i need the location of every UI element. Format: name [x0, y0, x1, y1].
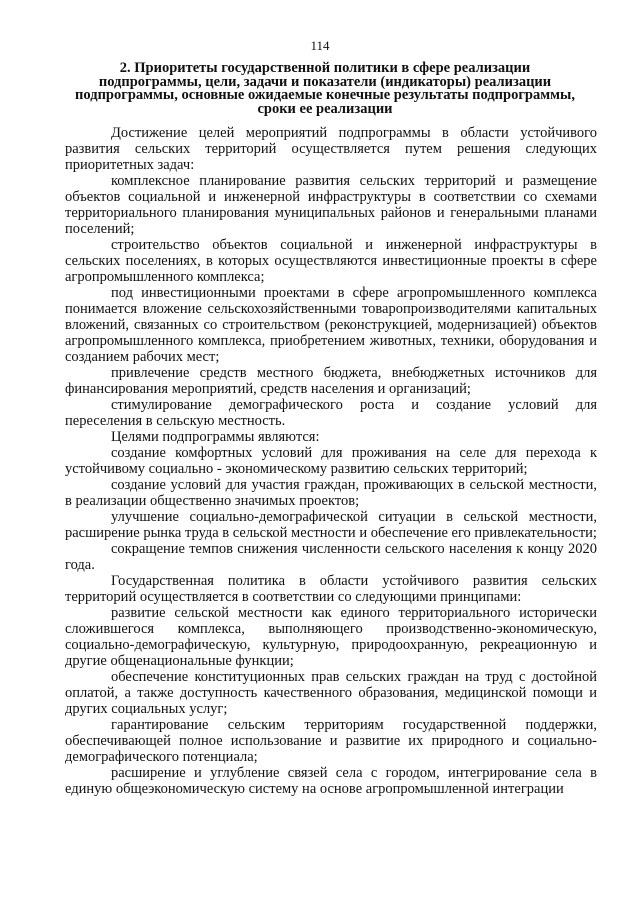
section-heading: 2. Приоритеты государственной политики в сфере реализации подпрограммы, цели, задачи и показатели (индикаторы) реализации подпрограммы, основные ожидаемые конечные результаты подпрограммы, сроки ее реализации: [75, 60, 575, 117]
body-text: [65, 125, 597, 797]
paragraph: комплексное планирование развития сельских территорий и размещение объектов социальной и инженерной инфраструктуры в соответствии со схемами территориального планирования муниципальных районов и генеральными планами поселений;: [65, 173, 597, 237]
paragraph: улучшение социально-демографической ситуации в сельской местности, расширение рынка труда в сельской местности и обеспечение его привлекательности;: [65, 509, 597, 541]
paragraph: расширение и углубление связей села с городом, интегрирование села в единую общеэкономическую систему на основе агропромышленной интеграции: [65, 765, 597, 797]
paragraph: обеспечение конституционных прав сельских граждан на труд с достойной оплатой, а также доступность качественного образования, медицинской помощи и других социальных услуг;: [65, 669, 597, 717]
paragraph: под инвестиционными проектами в сфере агропромышленного комплекса понимается вложение сельскохозяйственными товаропроизводителями капитальных вложений, связанных со строительством (реконструкцией, модернизацией) объектов агропромышленного комплекса, приобретением животных, техники, оборудования и созданием рабочих мест;: [65, 285, 597, 365]
paragraph: строительство объектов социальной и инженерной инфраструктуры в сельских поселениях, в которых осуществляются инвестиционные проекты в сфере агропромышленного комплекса;: [65, 237, 597, 285]
paragraph: Государственная политика в области устойчивого развития сельских территорий осуществляется в соответствии со следующими принципами:: [65, 573, 597, 605]
paragraph: стимулирование демографического роста и создание условий для переселения в сельскую местность.: [65, 397, 597, 429]
paragraph: привлечение средств местного бюджета, внебюджетных источников для финансирования мероприятий, средств населения и организаций;: [65, 365, 597, 397]
paragraph: сокращение темпов снижения численности сельского населения к концу 2020 года.: [65, 541, 597, 573]
paragraph: создание условий для участия граждан, проживающих в сельской местности, в реализации общественно значимых проектов;: [65, 477, 597, 509]
paragraph: гарантирование сельским территориям государственной поддержки, обеспечивающей полное использование и развитие их природного и социально-демографического потенциала;: [65, 717, 597, 765]
page-number: 114: [310, 38, 330, 53]
paragraph: Достижение целей мероприятий подпрограммы в области устойчивого развития сельских территорий осуществляется путем решения следующих приоритетных задач:: [65, 125, 597, 173]
paragraph: Целями подпрограммы являются:: [111, 429, 320, 445]
paragraph: создание комфортных условий для проживания на селе для перехода к устойчивому социально - экономическому развитию сельских территорий;: [65, 445, 597, 477]
paragraph: развитие сельской местности как единого территориального исторически сложившегося комплекса, выполняющего производственно-экономическую, социально-демографическую, культурную, природоохранную, рекреационную и другие общенациональные функции;: [65, 605, 597, 669]
